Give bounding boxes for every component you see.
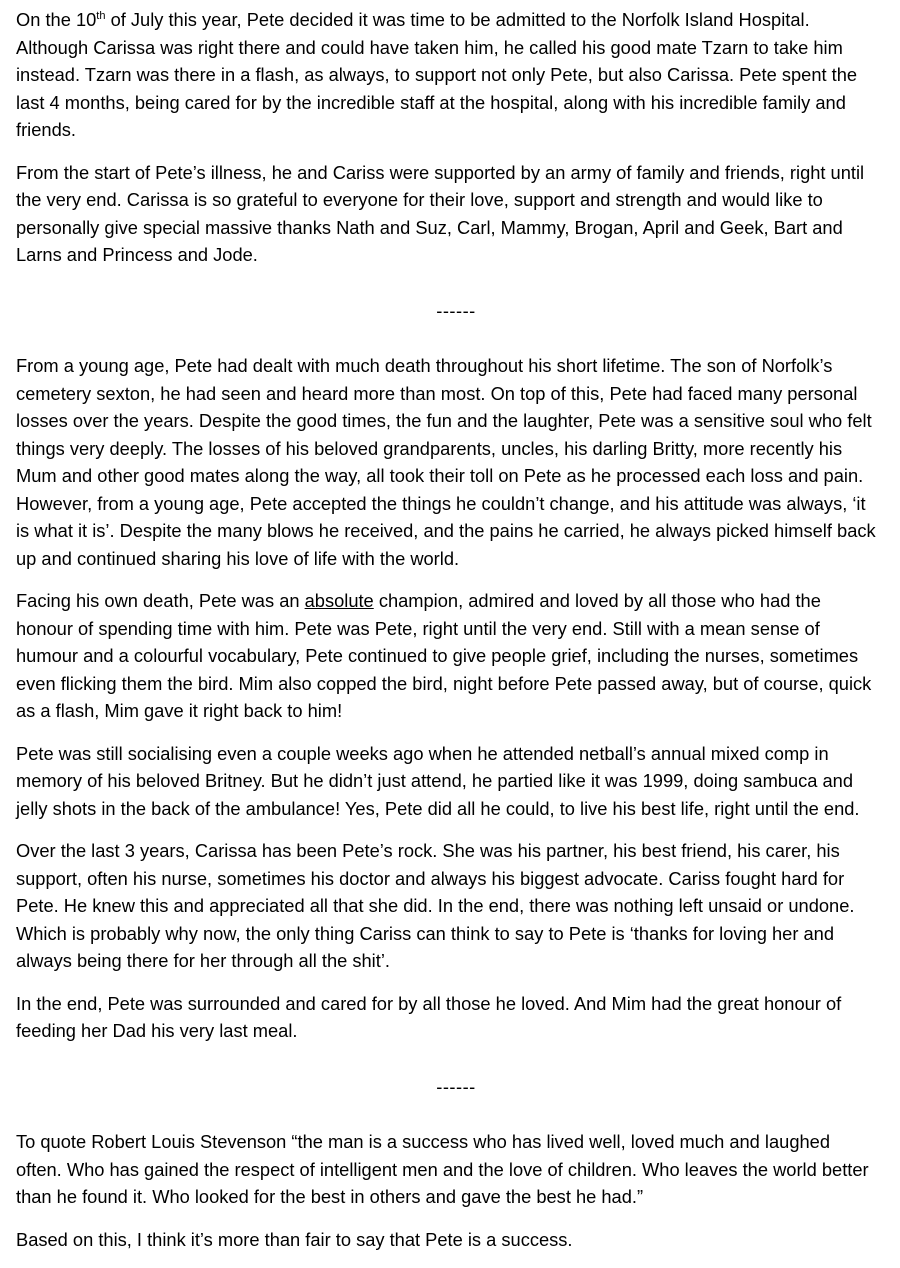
separator-dashes: ------ [436,1075,476,1097]
document-body [16,6,878,1268]
paragraph-young-age: From a young age, Pete had dealt with much death throughout his short lifetime. The son of Norfolk’s cemetery sexton, he had seen and heard more than most. On top of this, Pete had faced many personal losses over the years. Despite the good times, the fun and the laughter, Pete was a sensitive soul who felt things very deeply. The losses of his beloved grandparents, uncles, his darling Britty, more recently his Mum and other good mates along the way, all took their toll on Pete as he processed each loss and pain. However, from a young age, Pete accepted the things he couldn’t change, and his attitude was always, ‘it is what it is’. Despite the many blows he received, and the pains he carried, he always picked himself back up and continued sharing his love of life with the world. [16,355,876,569]
text-run: of July this year, Pete decided it was time to be admitted to the Norfolk Island Hospital. Although Carissa was right there and could have taken him, he called his good mate Tzarn to take him instead. Tzarn was there in a flash, as always, to support not only Pete, but also Carissa. Pete spent the last 4 months, being cared for by the incredible staff at the hospital, along with his incredible family and friends. [16,9,858,140]
ordinal-superscript: th [96,9,106,22]
paragraph-carissa-rock: Over the last 3 years, Carissa has been Pete’s rock. She was his partner, his best friend, his carer, his support, often his nurse, sometimes his doctor and always his biggest advocate. Cariss fought hard for Pete. He knew this and appreciated all that she did. In the end, there was nothing left unsaid or undone. Which is probably why now, the only thing Cariss can think to say to Pete is ‘thanks for loving her and always being there for her through all the shit’. [16,840,855,971]
paragraph-hospital-admission [16,6,878,144]
spacer [16,1060,878,1073]
separator-dashes: ------ [436,299,476,321]
paragraph-socialising: Pete was still socialising even a couple weeks ago when he attended netball’s annual mixed comp in memory of his beloved Britney. But he didn’t just attend, he partied like it was 1999, doing sambuca and jelly shots in the back of the ambulance! Yes, Pete did all he could, to live his best life, right until the end. [16,742,860,819]
spacer [16,284,878,297]
paragraph-stevenson-quote: To quote Robert Louis Stevenson “the man is a success who has lived well, loved much and laughed often. Who has gained the respect of intelligent men and the love of children. Who leaves the world better than he found it. Who looked for the best in others and gave the best he had.” [16,1131,869,1207]
text-run: On the 10 [16,9,97,30]
spacer [16,339,878,352]
spacer [16,1115,878,1128]
text-run: champion, admired and loved by all those who had the honour of spending time with him. Pete was Pete, right until the very end. Still with a mean sense of humour and a colourful vocabulary, Pete continued to give people grief, including the nurses, sometimes even flicking them the bird. Mim also copped the bird, night before Pete passed away, but of course, quick as a flash, Mim gave it right back to him! [16,590,872,721]
paragraph-support-thanks: From the start of Pete’s illness, he and Cariss were supported by an army of family and friends, right until the very end. Carissa is so grateful to everyone for their love, support and strength and would like to personally give special massive thanks Nath and Suz, Carl, Mammy, Brogan, April and Geek, Bart and Larns and Princess and Jode. [16,161,865,265]
section-separator [16,1073,878,1101]
paragraph-conclusion: Based on this, I think it’s more than fair to say that Pete is a success. [16,1228,573,1250]
text-run: Facing his own death, Pete was an [16,590,305,611]
paragraph-surrounded: In the end, Pete was surrounded and cared for by all those he loved. And Mim had the great honour of feeding her Dad his very last meal. [16,992,842,1041]
underlined-word: absolute [304,590,374,611]
section-separator [16,297,878,325]
paragraph-facing-death [16,587,878,725]
